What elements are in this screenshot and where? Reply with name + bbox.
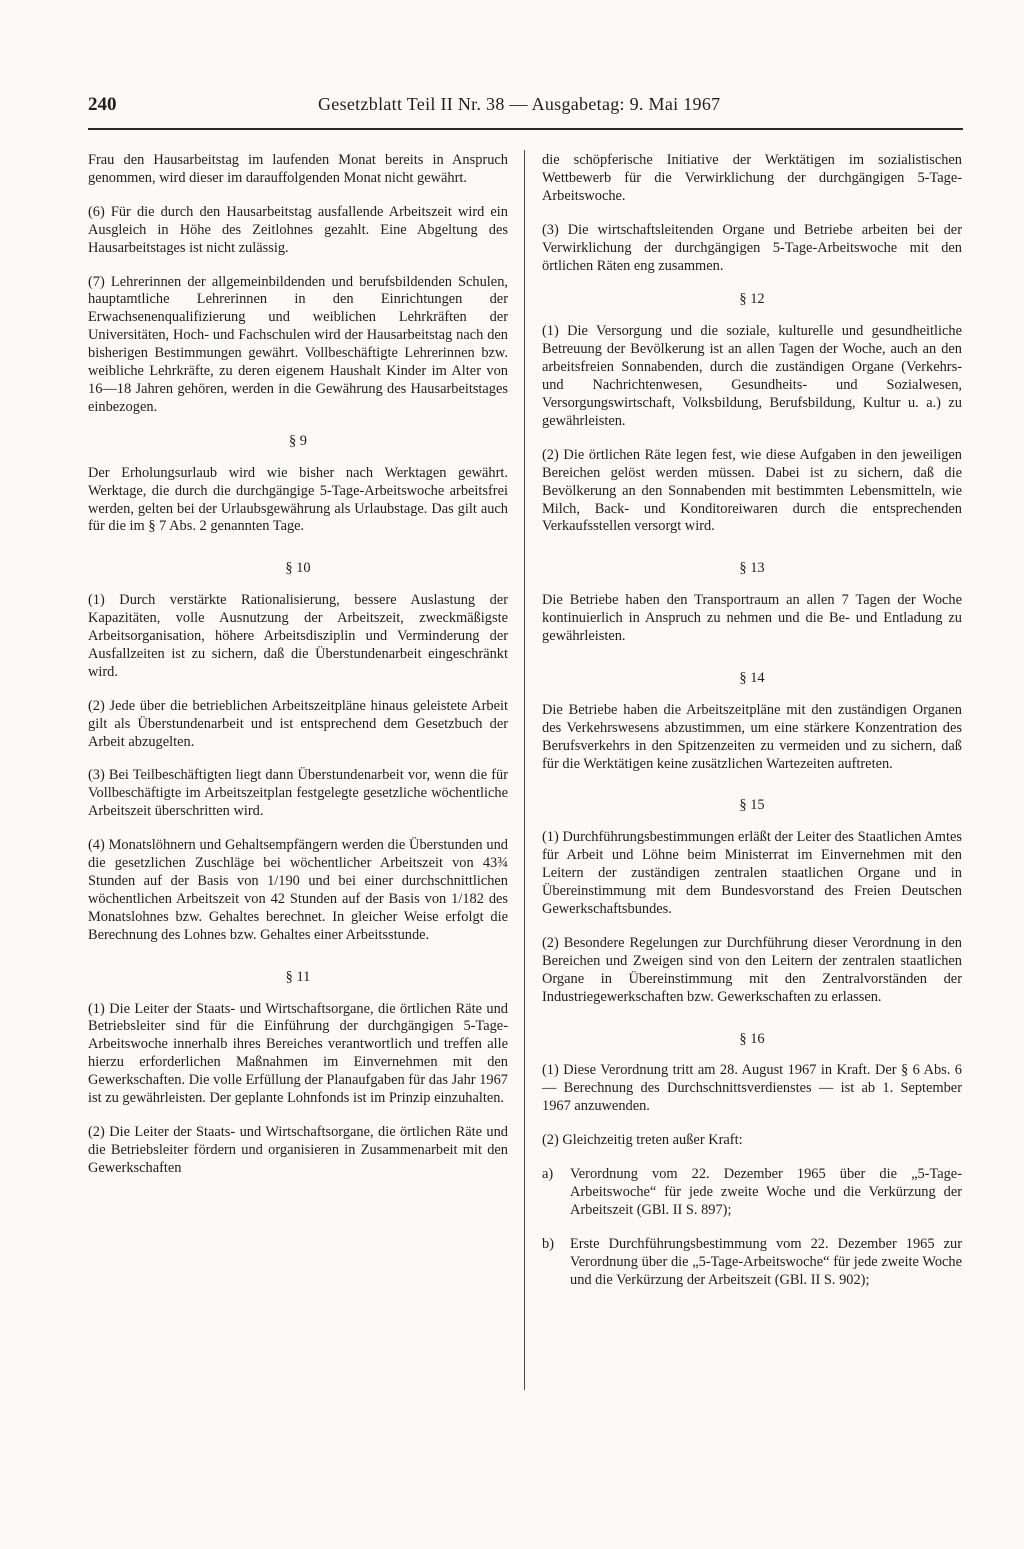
paragraph: (4) Monatslöhnern und Gehaltsempfängern werden die Überstunden und die gesetzlichen Zuschläge bei wöchentlicher Arbeitszeit von 43¾ Stunden auf der Basis von 1/190 und bei einer durchschnittlichen wöchentlichen Arbeitszeit von 42 Stunden auf der Basis von 1/182 des Monatslohnes bzw. Gehaltes berechnet. In gleicher Weise erfolgt die Berechnung des Lohnes bzw. Gehaltes einer Arbeitsstunde. [88,837,508,943]
list-item [542,1236,962,1290]
paragraph: Frau den Hausarbeitstag im laufenden Monat bereits in Anspruch genommen, wird dieser im darauffolgenden Monat nicht gewährt. [88,152,508,186]
paragraph: (2) Die örtlichen Räte legen fest, wie diese Aufgaben in den jeweiligen Bereichen gelöst werden müssen. Dabei ist zu sichern, daß die Bevölkerung an den Sonnabenden mit bestimmten Lebensmitteln, wie Milch, Back- und Konditoreiwaren durch die entsprechenden Verkaufsstellen versorgt wird. [542,446,962,535]
section-heading-15: § 15 [739,797,765,814]
paragraph: (2) Die Leiter der Staats- und Wirtschaftsorgane, die örtlichen Räte und die Betriebsleiter fördern und organisieren in Zusammenarbeit mit den Gewerkschaften [88,1123,508,1176]
section-heading-9: § 9 [289,432,307,449]
section-heading-11: § 11 [285,968,311,985]
section-heading-10: § 10 [285,560,311,577]
paragraph: (2) Jede über die betrieblichen Arbeitszeitpläne hinaus geleistete Arbeit gilt als Überstundenarbeit und ist entsprechend dem Gesetzbuch der Arbeit abzugelten. [88,697,508,750]
paragraph: (2) Besondere Regelungen zur Durchführung dieser Verordnung in den Bereichen und Zweigen sind von den Leitern der zentralen staatlichen Organe in Übereinstimmung mit den Zentralvorständen der Industriegewerkschaften bzw. Gewerkschaften zu erlassen. [542,934,962,1005]
paragraph: (1) Durchführungsbestimmungen erläßt der Leiter des Staatlichen Amtes für Arbeit und Löhne beim Ministerrat im Einvernehmen mit den Leitern der zuständigen zentralen staatlichen Organe und in Übereinstimmung mit dem Bundesvorstand des Freien Deutschen Gewerkschaftsbundes. [542,829,962,917]
paragraph: (1) Die Versorgung und die soziale, kulturelle und gesundheitliche Betreuung der Bevölkerung ist an allen Tagen der Woche, auch an den arbeitsfreien Sonnabenden, durch die zuständigen Organe (Verkehrs- und Nachrichtenwesen, Gesundheits- und Sozialwesen, Versorgungswirtschaft, Volksbildung, Berufsbildung, Kultur u. a.) zu gewährleisten. [542,323,962,429]
running-header-title: Gesetzblatt Teil II Nr. 38 — Ausgabetag: 9. Mai 1967 [318,94,721,114]
column-divider [524,150,525,1390]
paragraph: (7) Lehrerinnen der allgemeinbildenden und berufsbildenden Schulen, hauptamtliche Lehrerinnen in den Einrichtungen der Erwachsenenqualifizierung und weiblichen Lehrkräften der Universitäten, Hoch- und Fachschulen wird der Hausarbeitstag nach den bisherigen Bestimmungen gewährt. Vollbeschäftigte Lehrerinnen bzw. weibliche Lehrkräfte, zu deren eigenem Haushalt Kinder im Alter von 16—18 Jahren gehören, werden in die Gewährung des Hausarbeitstages einbezogen. [88,273,508,415]
paragraph: Der Erholungsurlaub wird wie bisher nach Werktagen gewährt. Werktage, die durch die durchgängige 5-Tage-Arbeitswoche arbeitsfrei werden, gelten bei der Urlaubsgewährung als Urlaubstage. Das gilt auch für die im § 7 Abs. 2 genannten Tage. [88,464,508,535]
list-item-label: b) [542,1235,554,1252]
paragraph: (1) Durch verstärkte Rationalisierung, bessere Auslastung der Kapazitäten, volle Ausnutzung der Arbeitszeit, zweckmäßigste Arbeitsorganisation, höhere Arbeitsdisziplin und Verminderung der Ausfallzeiten ist zu sichern, daß die Überstundenarbeit eingeschränkt wird. [88,592,508,680]
list-item-text: Erste Durchführungsbestimmung vom 22. Dezember 1965 zur Verordnung über die „5-Tage-Arbeitswoche“ für jede zweite Woche und die Verkürzung der Arbeitszeit (GBl. II S. 902); [570,1235,962,1288]
page-header [88,88,963,130]
paragraph: (2) Gleichzeitig treten außer Kraft: [542,1132,743,1149]
paragraph: (1) Diese Verordnung tritt am 28. August 1967 in Kraft. Der § 6 Abs. 6 — Berechnung des Durchschnittsverdienstes — ist ab 1. September 1967 anzuwenden. [542,1062,962,1115]
list-item [542,1166,962,1220]
paragraph: Die Betriebe haben den Transportraum an allen 7 Tagen der Woche kontinuierlich in Anspruch zu nehmen und die Be- und Entladung zu gewährleisten. [542,592,962,645]
page-number: 240 [88,94,117,115]
right-column [542,152,962,1306]
left-column [88,152,508,1194]
paragraph: (6) Für die durch den Hausarbeitstag ausfallende Arbeitszeit wird ein Ausgleich in Höhe des Zeitlohnes gezahlt. Eine Abgeltung des Hausarbeitstages ist nicht zulässig. [88,203,508,256]
paragraph: die schöpferische Initiative der Werktätigen im sozialistischen Wettbewerb für die Verwirklichung der durchgängigen 5-Tage-Arbeitswoche. [542,152,962,204]
paragraph: (3) Die wirtschaftsleitenden Organe und Betriebe arbeiten bei der Verwirklichung der durchgängigen 5-Tage-Arbeitswoche mit den örtlichen Räten eng zusammen. [542,221,962,274]
section-heading-14: § 14 [739,669,765,686]
section-heading-12: § 12 [739,291,765,308]
list-item-label: a) [542,1166,554,1183]
paragraph: (3) Bei Teilbeschäftigten liegt dann Überstundenarbeit vor, wenn die für Vollbeschäftigte im Arbeitszeitplan festgelegte gesetzliche wöchentliche Arbeitszeit überschritten wird. [88,767,508,820]
paragraph: (1) Die Leiter der Staats- und Wirtschaftsorgane, die örtlichen Räte und Betriebsleiter sind für die Einführung der durchgängigen 5-Tage-Arbeitswoche innerhalb ihres Bereiches verantwortlich und treffen alle hierzu erforderlichen Maßnahmen im Einvernehmen mit den Gewerkschaften. Die volle Erfüllung der Planaufgaben für das Jahr 1967 ist zu gewährleisten. Der geplante Lohnfonds ist im Prinzip einzuhalten. [88,1000,508,1107]
list-item-text: Verordnung vom 22. Dezember 1965 über die „5-Tage-Arbeitswoche“ für jede zweite Woche und die Verkürzung der Arbeitszeit (GBl. II S. 897); [570,1166,962,1218]
paragraph: Die Betriebe haben die Arbeitszeitpläne mit den zuständigen Organen des Verkehrswesens abzustimmen, um eine stärkere Konzentration des Berufsverkehrs in den Spitzenzeiten zu vermeiden und zu sichern, daß für die Werktätigen keine zusätzlichen Wartezeiten auftreten. [542,701,962,772]
section-heading-13: § 13 [739,560,765,577]
section-heading-16: § 16 [739,1030,765,1047]
